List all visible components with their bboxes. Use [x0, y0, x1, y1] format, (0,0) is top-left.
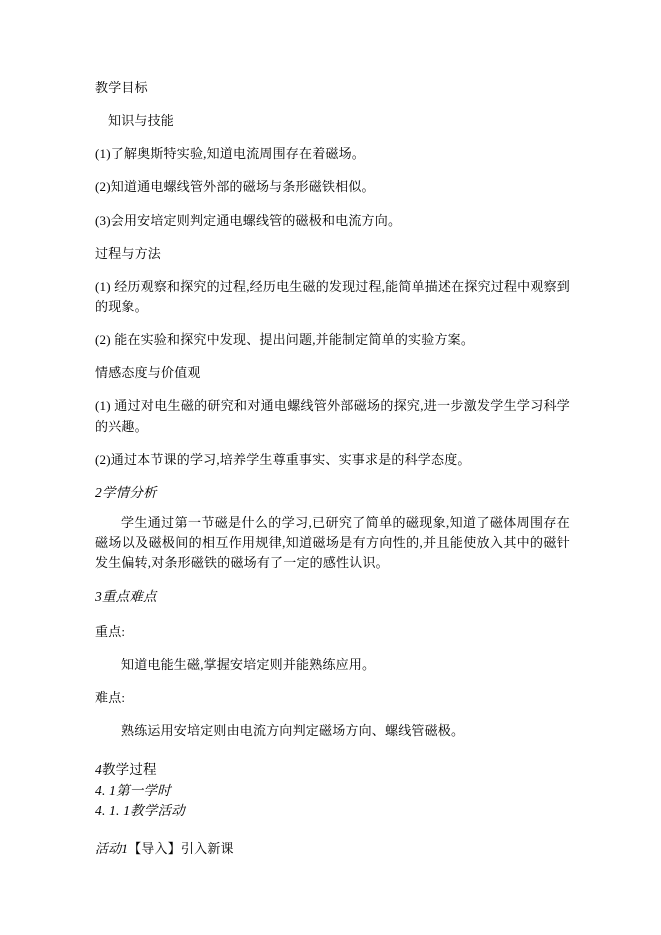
activity-text: 引入新课: [180, 841, 234, 857]
activity-line: [95, 839, 570, 859]
section-4-1-1-number: 4. 1. 1: [95, 802, 131, 818]
section-heading-4-1: [95, 781, 570, 801]
knowledge-item-1: (1)了解奥斯特实验,知道电流周围存在着磁场。: [95, 146, 366, 162]
emotion-item-1: (1) 通过对电生磁的研究和对通电螺线管外部磁场的探究,进一步激发学生学习科学的兴趣。: [95, 398, 570, 434]
section-3-title: 重点难点: [101, 588, 157, 604]
knowledge-skills-title: 知识与技能: [108, 113, 175, 129]
knowledge-item-2: (2)知道通电螺线管外部的磁场与条形磁铁相似。: [95, 179, 375, 195]
activity-label: 活动1: [95, 841, 129, 857]
section-2-number: 2: [95, 484, 102, 500]
section-heading-2: [95, 483, 570, 503]
process-item-1: (1) 经历观察和探究的过程,经历电生磁的发现过程,能简单描述在探究过程中观察到的现象。: [95, 278, 570, 314]
important-points-label: 重点:: [95, 623, 126, 639]
difficult-points-label: 难点:: [95, 690, 126, 706]
section-4-1-title: 第一学时: [116, 782, 171, 798]
section-heading-4-1-1: [95, 801, 570, 821]
document-body: [95, 78, 570, 859]
section-2-title: 学情分析: [101, 484, 157, 500]
section-4-1-1-title: 教学活动: [130, 802, 185, 818]
activity-bracket: 【导入】: [128, 841, 181, 857]
section-4-1-number: 4. 1: [95, 782, 117, 798]
emotion-item-2: (2)通过本节课的学习,培养学生尊重事实、实事求是的科学态度。: [95, 451, 471, 467]
important-points-text: 知道电能生磁,掌握安培定则并能熟练应用。: [121, 656, 376, 672]
process-methods-title: 过程与方法: [95, 245, 162, 261]
section-4-number: 4: [95, 762, 102, 778]
emotion-values-title: 情感态度与价值观: [95, 365, 201, 381]
section-4-title: 教学过程: [101, 762, 157, 778]
analysis-paragraph: 学生通过第一节磁是什么的学习,已研究了简单的磁现象,知道了磁体周围存在磁场以及磁极间的相互作用规律,知道磁场是有方向性的,并且能使放入其中的磁针发生偏转,对条形磁铁的磁场有了一定的感性认识。: [95, 515, 570, 571]
teaching-goal-title: 教学目标: [95, 80, 148, 95]
section-3-number: 3: [95, 588, 102, 604]
section-heading-4: [95, 760, 570, 780]
knowledge-item-3: (3)会用安培定则判定通电螺线管的磁极和电流方向。: [95, 212, 402, 228]
section-heading-3: [95, 587, 570, 607]
process-item-2: (2) 能在实验和探究中发现、提出问题,并能制定简单的实验方案。: [95, 332, 475, 348]
difficult-points-text: 熟练运用安培定则由电流方向判定磁场方向、螺线管磁极。: [121, 723, 465, 739]
